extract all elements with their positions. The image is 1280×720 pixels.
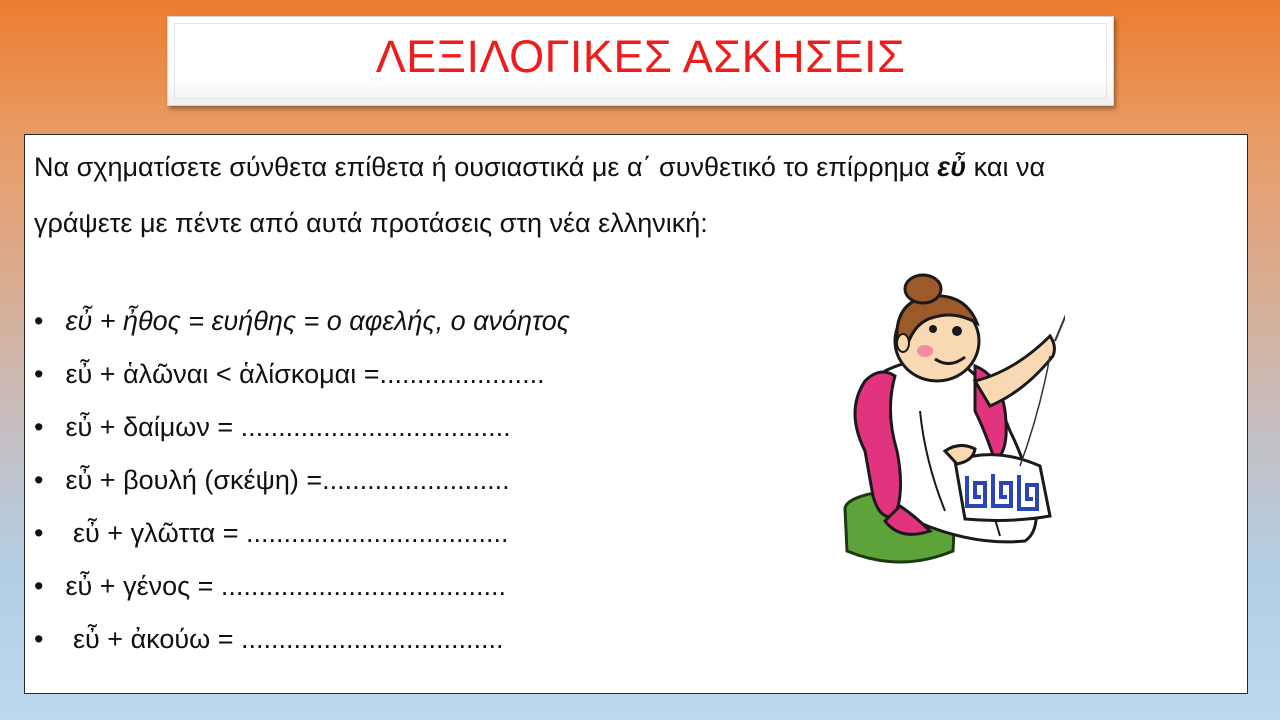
list-item [34, 560, 570, 613]
title-banner [167, 16, 1114, 106]
bullet-icon: • [34, 624, 44, 654]
list-item-text: εὖ + γλῶττα = ................................... [58, 518, 509, 548]
list-item-text: εὖ + δαίμων = .................................... [58, 412, 511, 442]
list-item [34, 613, 570, 666]
list-item-text: εὖ + ἁλῶναι < ἁλίσκομαι =...................... [58, 359, 545, 389]
list-item [34, 401, 570, 454]
exercise-list [34, 295, 570, 666]
instruction-adverb-eu: εὖ [937, 152, 967, 182]
bullet-icon: • [34, 518, 44, 548]
list-item-text: εὖ + γένος = ...................................... [58, 571, 506, 601]
slide-title: ΛΕΞΙΛΟΓΙΚΕΣ ΑΣΚΗΣΕΙΣ [375, 31, 906, 82]
list-item-text: εὖ + ἀκούω = ................................... [58, 624, 504, 654]
list-item-text: εὖ + ἦθος = ευήθης = ο αφελής, ο ανόητος [58, 306, 570, 336]
bullet-icon: • [34, 306, 44, 336]
instruction-text-part1: Να σχηματίσετε σύνθετα επίθετα ή ουσιαστικά με α΄ συνθετικό το επίρρημα [34, 152, 938, 182]
instruction-text-part2: και να γράψετε με πέντε από αυτά προτάσεις στη νέα ελληνική: [34, 152, 1046, 238]
bullet-icon: • [34, 359, 44, 389]
list-item [34, 454, 570, 507]
bullet-icon: • [34, 412, 44, 442]
list-item [34, 348, 570, 401]
ancient-greek-woman-sewing-illustration [825, 261, 1065, 581]
exercise-content-box [24, 134, 1248, 694]
list-item-text: εὖ + βουλή (σκέψη) =......................... [58, 465, 510, 495]
bullet-icon: • [34, 571, 44, 601]
list-item [34, 507, 570, 560]
bullet-icon: • [34, 465, 44, 495]
list-item-example [34, 295, 570, 348]
exercise-instruction [34, 139, 1114, 251]
